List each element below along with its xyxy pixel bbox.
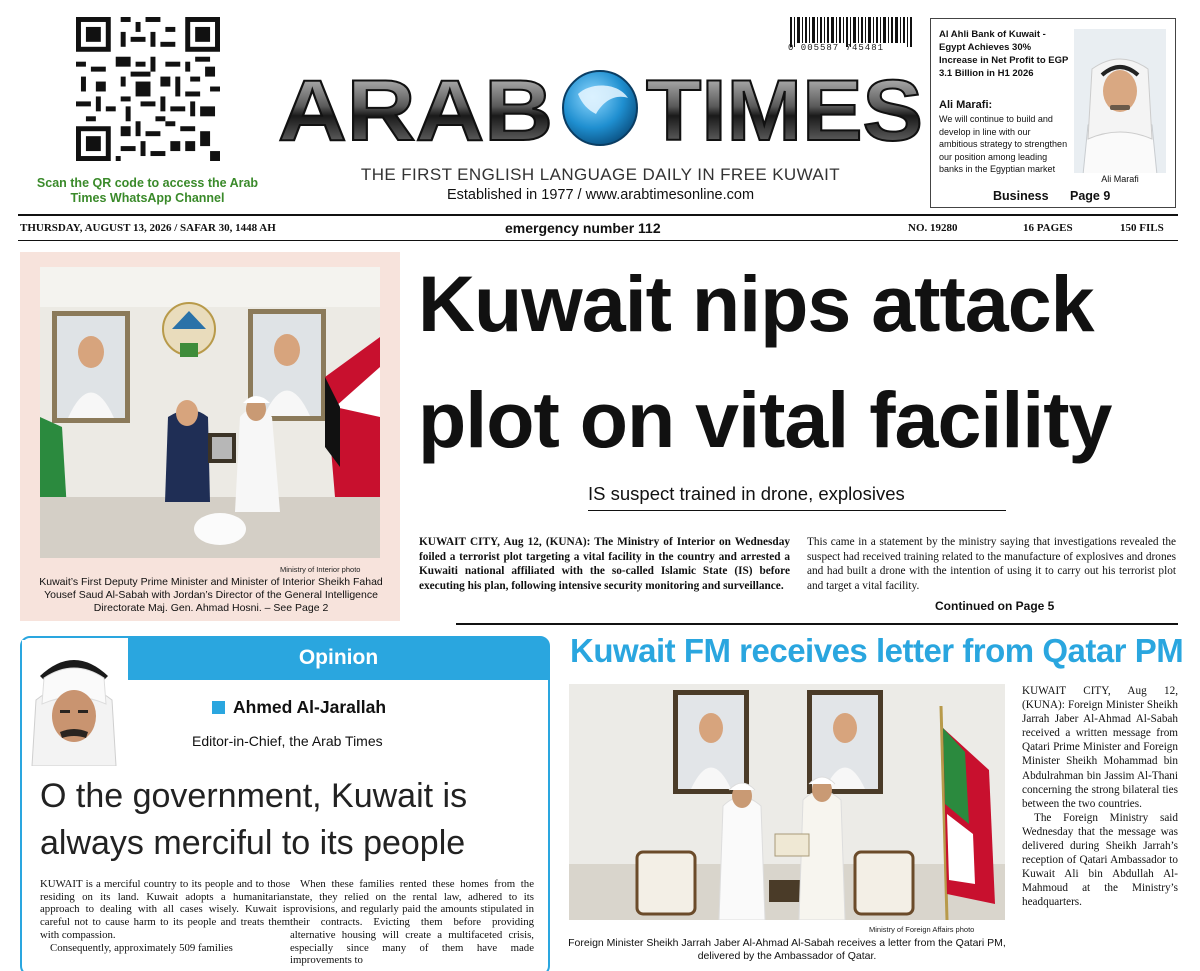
dateline-top-rule — [18, 214, 1178, 216]
promo-photo-caption: Ali Marafi — [1074, 173, 1166, 185]
continued-link[interactable]: Continued on Page 5 — [935, 599, 1055, 613]
fm-paragraph: The Foreign Ministry said Wednesday that the message was delivered during Sheikh Jarrah’s reception of Qatari Ambassador to Kuwait Ali bin Abdullah Al-Mahmoud at the Ministry’s headquarters. — [1022, 811, 1178, 909]
fm-photo-credit: Ministry of Foreign Affairs photo — [869, 925, 975, 934]
person-portrait-icon — [1074, 29, 1166, 185]
author-portrait — [22, 640, 126, 766]
lead-photo-caption: Kuwait’s First Deputy Prime Minister and Minister of Interior Sheikh Fahad Yousef Saud Al-Sabah with Jordan’s Director of the General Intelligence Directorate Maj. Gen. Ahmad Hosni. – See Page 2 — [39, 576, 383, 614]
opinion-label: Opinion — [298, 646, 379, 669]
dateline-bottom-rule — [18, 240, 1178, 241]
lead-photo-credit: Ministry of Interior photo — [280, 565, 361, 574]
fm-photo-caption: Foreign Minister Sheikh Jarrah Jaber Al-Ahmad Al-Sabah receives a letter from the Qatari PM, delivered by the Ambassador of Qatar. — [568, 937, 1006, 962]
fm-headline[interactable]: Kuwait FM receives letter from Qatar PM — [570, 632, 1184, 669]
lead-subhead: IS suspect trained in drone, explosives — [588, 483, 905, 504]
promo-person-heading: Ali Marafi: — [939, 99, 993, 111]
fm-paragraph: KUWAIT CITY, Aug 12, (KUNA): Foreign Minister Sheikh Jarrah Jaber Al-Ahmad Al-Sabah received a written message from Qatari Prime Minister and Foreign Minister Sheikh Mohammad bin Abdulrahman bin Jassim Al-Thani concerning the strong bilateral ties between the two countries. — [1022, 685, 1178, 810]
lead-photo[interactable] — [40, 267, 380, 558]
emergency-number: emergency number 112 — [505, 220, 661, 236]
lead-body-column-1: KUWAIT CITY, Aug 12, (KUNA): The Ministry of Interior on Wednesday foiled a terrorist plot targeting a vital facility in the country and arrested a Kuwaiti national affiliated with the so-called Islamic State (IS) before executing his plan, following intensive security monitoring and surveillance. — [419, 536, 790, 592]
subhead-rule — [588, 510, 1006, 511]
fm-photo[interactable] — [569, 684, 1005, 920]
promo-page-link[interactable]: Page 9 — [1070, 189, 1111, 203]
established-line: Established in 1977 / www.arabtimesonline.com — [446, 187, 755, 203]
tagline: THE FIRST ENGLISH LANGUAGE DAILY IN FREE KUWAIT — [360, 165, 841, 184]
author-name[interactable]: Ahmed Al-Jarallah — [233, 697, 387, 717]
promo-portrait — [1074, 29, 1166, 185]
page-count: 16 PAGES — [1023, 222, 1073, 234]
lead-headline[interactable] — [418, 246, 1180, 478]
fm-body-column — [1022, 684, 1178, 910]
issue-number: NO. 19280 — [908, 222, 958, 234]
lead-headline-line1: Kuwait nips attack — [418, 259, 1094, 348]
opinion-body-column-1 — [40, 878, 290, 954]
arab-times-logo — [278, 64, 923, 154]
opinion-paragraph: KUWAIT is a merciful country to its people and to those residing on its land. Kuwait adopts a humanitarian approach to dealing with all cases wisely. Kuwait is careful not to cause harm to its people and treats them with compassion. — [40, 878, 290, 941]
logo-word-times: TIMES — [646, 64, 923, 154]
opinion-paragraph: Consequently, approximately 509 families — [50, 941, 233, 954]
author-bullet-icon — [212, 701, 225, 714]
qr-caption: Scan the QR code to access the Arab Times WhatsApp Channel — [36, 176, 259, 205]
price: 150 FILS — [1120, 222, 1164, 234]
promo-quote: We will continue to build and develop in line with our ambitious strategy to strengthen our position among leading banks in the Egyptian market — [939, 114, 1068, 174]
opinion-paragraph: When these families rented these homes from the state, they relied on the rental law, adhered to its provisions, and regularly paid the amounts stipulated in their contracts. Evicting them before providing alternative housing will create a multifaceted crisis, especially since many of them have made improvements to — [290, 878, 534, 967]
author-title: Editor-in-Chief, the Arab Times — [192, 733, 383, 749]
qr-code[interactable] — [76, 17, 220, 161]
opinion-body-column-2 — [290, 878, 534, 967]
lead-headline-line2: plot on vital facility — [418, 375, 1112, 464]
issue-date: THURSDAY, AUGUST 13, 2026 / SAFAR 30, 1448 AH — [20, 222, 276, 234]
business-promo-box[interactable] — [930, 18, 1176, 208]
logo-word-arab: ARAB — [278, 64, 553, 154]
opinion-headline[interactable]: O the government, Kuwait is always merciful to its people — [40, 777, 468, 862]
lead-body-column-2: This came in a statement by the ministry saying that investigations revealed the suspect had received training related to the manufacture of explosives and drones and had built a drone with the intention of using it to carry out his terrorist plot and target a vital facility. — [807, 536, 1176, 592]
barcode-number: 0 005587 745481 — [788, 43, 885, 53]
promo-section-link[interactable]: Business — [993, 189, 1049, 203]
lead-bottom-rule — [456, 623, 1178, 625]
promo-headline: Al Ahli Bank of Kuwait - Egypt Achieves 30% Increase in Net Profit to EGP 3.1 Billion in H1 2026 — [939, 29, 1069, 79]
